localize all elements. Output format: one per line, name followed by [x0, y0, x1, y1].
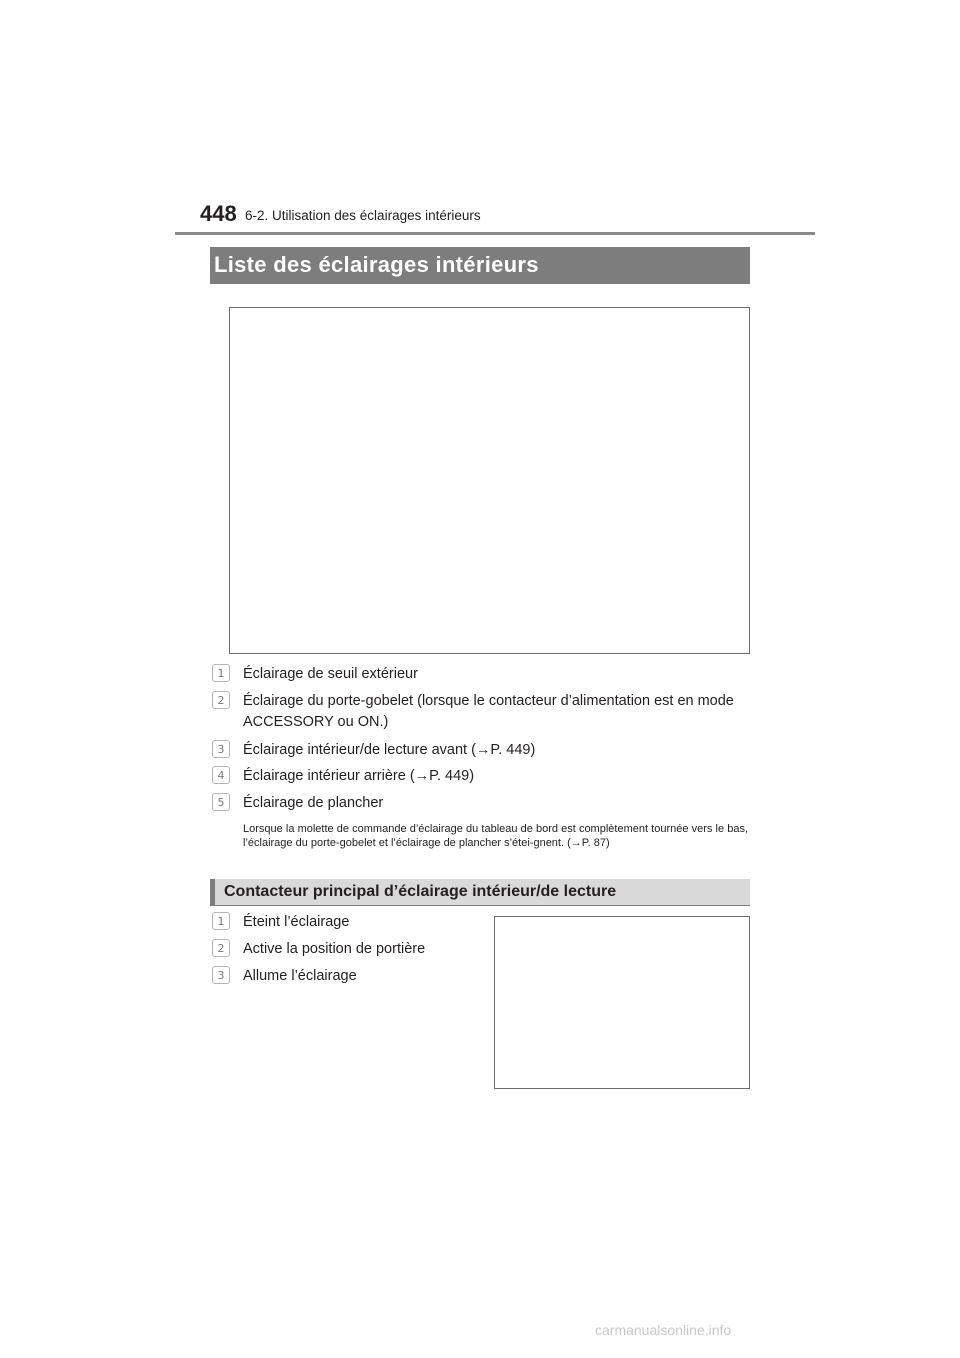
chapter-title: 6-2. Utilisation des éclairages intérieurs: [245, 208, 481, 223]
list-item: Éclairage intérieur/de lecture avant (→P. 449): [243, 742, 536, 758]
section-title: Liste des éclairages intérieurs: [214, 252, 539, 277]
note-paragraph: Lorsque la molette de commande d’éclairage du tableau de bord est complètement tournée vers le bas, l’éclairage du porte-gobelet et l’éclairage de plancher s’étei-gnent. (→P. 87): [243, 823, 748, 849]
page-number: 448: [200, 201, 237, 226]
list-item: Éclairage de plancher: [243, 795, 384, 811]
subsection-title: Contacteur principal d’éclairage intérieur/de lecture: [224, 883, 617, 900]
list-item-number: 3: [212, 740, 234, 758]
list-item-number: 2: [212, 939, 234, 957]
list-item: Éclairage de seuil extérieur: [243, 666, 418, 682]
list-item: Éclairage du porte-gobelet (lorsque le contacteur d’alimentation est en mode: [243, 693, 734, 709]
list-item: Allume l’éclairage: [243, 968, 357, 984]
list-item-number: 1: [212, 664, 234, 682]
watermark: carmanualsonline.info: [595, 1322, 732, 1338]
subsection-rule: [210, 905, 750, 906]
list-item: Éteint l’éclairage: [243, 914, 350, 930]
subsection-accent: [210, 879, 215, 906]
list-item: Éclairage intérieur arrière (→P. 449): [243, 768, 475, 784]
interior-lights-figure: [229, 307, 750, 654]
list-item: Active la position de portière: [243, 941, 426, 957]
list-item-number: 3: [212, 966, 234, 984]
list-item-continuation: ACCESSORY ou ON.): [243, 714, 389, 730]
switch-figure: [494, 916, 750, 1089]
list-item-number: 4: [212, 766, 234, 784]
list-item-number: 2: [212, 691, 234, 709]
header-divider: [175, 232, 815, 235]
list-item-number: 1: [212, 912, 234, 930]
list-item-number: 5: [212, 793, 234, 811]
